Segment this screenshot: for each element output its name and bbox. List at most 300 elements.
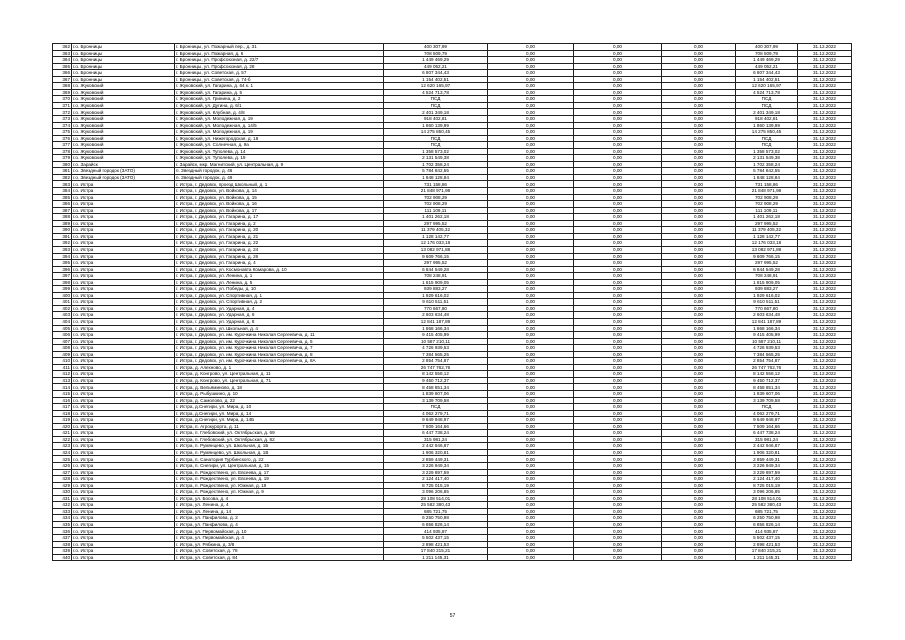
total-cell: 4 062 279,71 <box>736 410 798 417</box>
total-cell: ПСД <box>736 102 798 109</box>
date-cell: 31.12.2022 <box>798 430 852 437</box>
column6-cell: 0,00 <box>574 273 662 280</box>
row-number: 399 <box>53 286 72 293</box>
column5-cell: 0,00 <box>488 57 574 64</box>
municipality-cell: г.о. Истра <box>72 502 175 509</box>
municipality-cell: г.о. Жуковский <box>72 83 175 90</box>
column5-cell: 0,00 <box>488 142 574 149</box>
amount-cell: 11 379 405,32 <box>384 227 488 234</box>
date-cell: 31.12.2022 <box>798 181 852 188</box>
column7-cell: 0,00 <box>662 449 736 456</box>
column7-cell: 0,00 <box>662 325 736 332</box>
address-cell: г. Истра, ул. Советская, д. 84 <box>175 554 384 561</box>
column7-cell: 0,00 <box>662 548 736 555</box>
address-cell: г. Истра, г. Дедовск, ул. Спортивная, д. 2 <box>175 299 384 306</box>
date-cell: 31.12.2022 <box>798 390 852 397</box>
address-cell: г. Истра, ул. Рябкина, д. 3/8 <box>175 541 384 548</box>
column6-cell: 0,00 <box>574 541 662 548</box>
amount-cell: 2 603 634,48 <box>384 312 488 319</box>
column6-cell: 0,00 <box>574 364 662 371</box>
municipality-cell: г.о. Истра <box>72 489 175 496</box>
address-cell: г. Истра, д. Конгрово, ул. Центральная, д. 11 <box>175 371 384 378</box>
column5-cell: 0,00 <box>488 305 574 312</box>
total-cell: 1 401 262,18 <box>736 214 798 221</box>
column7-cell: 0,00 <box>662 102 736 109</box>
total-cell: 1 815 909,05 <box>736 279 798 286</box>
column7-cell: 0,00 <box>662 89 736 96</box>
municipality-cell: г.о. Бронницы <box>72 76 175 83</box>
total-cell: 3 229 897,59 <box>736 469 798 476</box>
total-cell: 1 702 358,24 <box>736 161 798 168</box>
column5-cell: 0,00 <box>488 70 574 77</box>
column7-cell: 0,00 <box>662 338 736 345</box>
municipality-cell: г.о. Истра <box>72 240 175 247</box>
column6-cell: 0,00 <box>574 207 662 214</box>
column5-cell: 0,00 <box>488 449 574 456</box>
date-cell: 31.12.2022 <box>798 364 852 371</box>
date-cell: 31.12.2022 <box>798 515 852 522</box>
column6-cell: 0,00 <box>574 76 662 83</box>
column6-cell: 0,00 <box>574 279 662 286</box>
address-cell: г. Истра, г. Дедовск, ул. Спортивная, д. 1 <box>175 292 384 299</box>
column6-cell: 0,00 <box>574 417 662 424</box>
date-cell: 31.12.2022 <box>798 109 852 116</box>
amount-cell: 3 096 206,85 <box>384 489 488 496</box>
column5-cell: 0,00 <box>488 89 574 96</box>
amount-cell: 1 154 402,51 <box>384 76 488 83</box>
column7-cell: 0,00 <box>662 122 736 129</box>
row-number: 422 <box>53 436 72 443</box>
column6-cell: 0,00 <box>574 292 662 299</box>
column5-cell: 0,00 <box>488 292 574 299</box>
column6-cell: 0,00 <box>574 535 662 542</box>
column6-cell: 0,00 <box>574 548 662 555</box>
municipality-cell: г.о. Истра <box>72 207 175 214</box>
municipality-cell: г.о. Истра <box>72 554 175 561</box>
total-cell: 9 610 511,51 <box>736 299 798 306</box>
column7-cell: 0,00 <box>662 436 736 443</box>
total-cell: 3 096 206,85 <box>736 489 798 496</box>
date-cell: 31.12.2022 <box>798 443 852 450</box>
total-cell: 315 981,24 <box>736 436 798 443</box>
total-cell: 1 848 128,84 <box>736 174 798 181</box>
amount-cell: 3 226 949,34 <box>384 463 488 470</box>
column5-cell: 0,00 <box>488 404 574 411</box>
column6-cell: 0,00 <box>574 220 662 227</box>
amount-cell: 26 747 762,76 <box>384 364 488 371</box>
column7-cell: 0,00 <box>662 174 736 181</box>
address-cell: г. Жуковский, ул. Туполева, д. 19 <box>175 155 384 162</box>
column7-cell: 0,00 <box>662 181 736 188</box>
column7-cell: 0,00 <box>662 220 736 227</box>
column7-cell: 0,00 <box>662 345 736 352</box>
total-cell: 2 898 421,53 <box>736 541 798 548</box>
row-number: 390 <box>53 227 72 234</box>
row-number: 396 <box>53 266 72 273</box>
column7-cell: 0,00 <box>662 482 736 489</box>
date-cell: 31.12.2022 <box>798 436 852 443</box>
row-number: 403 <box>53 312 72 319</box>
municipality-cell: г.о. Истра <box>72 397 175 404</box>
address-cell: п. Звездный городок, д. 49 <box>175 174 384 181</box>
municipality-cell: г.о. Истра <box>72 345 175 352</box>
column7-cell: 0,00 <box>662 332 736 339</box>
row-number: 431 <box>53 495 72 502</box>
column7-cell: 0,00 <box>662 63 736 70</box>
row-number: 407 <box>53 338 72 345</box>
municipality-cell: г.о. Истра <box>72 181 175 188</box>
municipality-cell: г.о. Истра <box>72 292 175 299</box>
column7-cell: 0,00 <box>662 456 736 463</box>
amount-cell: 8 142 558,12 <box>384 371 488 378</box>
column7-cell: 0,00 <box>662 371 736 378</box>
row-number: 415 <box>53 390 72 397</box>
column5-cell: 0,00 <box>488 528 574 535</box>
row-number: 379 <box>53 155 72 162</box>
row-number: 393 <box>53 246 72 253</box>
total-cell: 2 854 754,87 <box>736 358 798 365</box>
address-cell: г. Истра, п. Румянцево, ул. Школьная, д. 1В <box>175 449 384 456</box>
amount-cell: 12 620 165,97 <box>384 83 488 90</box>
column5-cell: 0,00 <box>488 515 574 522</box>
column5-cell: 0,00 <box>488 233 574 240</box>
column5-cell: 0,00 <box>488 116 574 123</box>
total-cell: 2 124 417,40 <box>736 476 798 483</box>
address-cell: г. Бронницы, ул. Пожарный пер., д. 31 <box>175 44 384 51</box>
total-cell: 414 935,87 <box>736 528 798 535</box>
column6-cell: 0,00 <box>574 44 662 51</box>
municipality-cell: г.о. Истра <box>72 515 175 522</box>
date-cell: 31.12.2022 <box>798 495 852 502</box>
row-number: 364 <box>53 57 72 64</box>
address-cell: г. Истра, г. Дедовск, ул. Гагарина, д. 22 <box>175 240 384 247</box>
address-cell: г. Истра, ул. Первомайская, д. 4 <box>175 535 384 542</box>
municipality-cell: г.о. Истра <box>72 423 175 430</box>
date-cell: 31.12.2022 <box>798 188 852 195</box>
municipality-cell: г.о. Истра <box>72 253 175 260</box>
column5-cell: 0,00 <box>488 548 574 555</box>
row-number: 391 <box>53 233 72 240</box>
amount-cell: 1 358 573,02 <box>384 148 488 155</box>
municipality-cell: г.о. Истра <box>72 364 175 371</box>
amount-cell: 2 854 754,87 <box>384 358 488 365</box>
total-cell: 111 109,11 <box>736 207 798 214</box>
row-number: 433 <box>53 508 72 515</box>
column7-cell: 0,00 <box>662 148 736 155</box>
column5-cell: 0,00 <box>488 253 574 260</box>
amount-cell: 12 176 033,18 <box>384 240 488 247</box>
total-cell: 12 841 187,89 <box>736 318 798 325</box>
amount-cell: 13 082 971,88 <box>384 246 488 253</box>
column6-cell: 0,00 <box>574 528 662 535</box>
column5-cell: 0,00 <box>488 358 574 365</box>
municipality-cell: г.о. Истра <box>72 528 175 535</box>
column6-cell: 0,00 <box>574 63 662 70</box>
total-cell: 7 384 565,25 <box>736 351 798 358</box>
municipality-cell: г.о. Жуковский <box>72 89 175 96</box>
address-cell: г. Истра, д.Снегири, ул. Мира, д. 14 <box>175 410 384 417</box>
column5-cell: 0,00 <box>488 299 574 306</box>
date-cell: 31.12.2022 <box>798 482 852 489</box>
municipality-cell: г.о. Истра <box>72 390 175 397</box>
date-cell: 31.12.2022 <box>798 384 852 391</box>
total-cell: 6 844 549,28 <box>736 266 798 273</box>
address-cell: г. Жуковский, ул. Дугина, д. 6/1 <box>175 102 384 109</box>
table-row <box>53 554 852 561</box>
column7-cell: 0,00 <box>662 201 736 208</box>
date-cell: 31.12.2022 <box>798 89 852 96</box>
total-cell: 12 176 033,18 <box>736 240 798 247</box>
amount-cell: ПСД <box>384 142 488 149</box>
column6-cell: 0,00 <box>574 423 662 430</box>
amount-cell: 4 062 279,71 <box>384 410 488 417</box>
address-cell: г. Истра, г. Дедовск, ул. Гагарина, д. 2 <box>175 220 384 227</box>
amount-cell: 2 898 421,53 <box>384 541 488 548</box>
date-cell: 31.12.2022 <box>798 116 852 123</box>
date-cell: 31.12.2022 <box>798 449 852 456</box>
column5-cell: 0,00 <box>488 83 574 90</box>
column6-cell: 0,00 <box>574 240 662 247</box>
municipality-cell: г.о. Истра <box>72 305 175 312</box>
column6-cell: 0,00 <box>574 495 662 502</box>
column7-cell: 0,00 <box>662 508 736 515</box>
amount-cell: 5 502 437,15 <box>384 535 488 542</box>
column5-cell: 0,00 <box>488 508 574 515</box>
municipality-cell: г.о. Бронницы <box>72 63 175 70</box>
column6-cell: 0,00 <box>574 253 662 260</box>
municipality-cell: г.о. Истра <box>72 194 175 201</box>
amount-cell: 111 109,11 <box>384 207 488 214</box>
column7-cell: 0,00 <box>662 430 736 437</box>
date-cell: 31.12.2022 <box>798 122 852 129</box>
row-number: 380 <box>53 161 72 168</box>
municipality-cell: г.о. Истра <box>72 332 175 339</box>
amount-cell: 6 447 738,24 <box>384 430 488 437</box>
date-cell: 31.12.2022 <box>798 266 852 273</box>
row-number: 417 <box>53 404 72 411</box>
municipality-cell: г.о. Истра <box>72 266 175 273</box>
address-cell: г. Жуковский, ул. Клубная, д. 4/8 <box>175 109 384 116</box>
column5-cell: 0,00 <box>488 246 574 253</box>
row-number: 410 <box>53 358 72 365</box>
column6-cell: 0,00 <box>574 476 662 483</box>
column5-cell: 0,00 <box>488 227 574 234</box>
municipality-cell: г.о. Истра <box>72 410 175 417</box>
column6-cell: 0,00 <box>574 155 662 162</box>
total-cell: 731 158,86 <box>736 181 798 188</box>
row-number: 377 <box>53 142 72 149</box>
row-number: 369 <box>53 89 72 96</box>
total-cell: 28 108 514,01 <box>736 495 798 502</box>
column7-cell: 0,00 <box>662 469 736 476</box>
column5-cell: 0,00 <box>488 332 574 339</box>
date-cell: 31.12.2022 <box>798 260 852 267</box>
total-cell: 1 868 166,34 <box>736 325 798 332</box>
column5-cell: 0,00 <box>488 50 574 57</box>
total-cell: ПСД <box>736 404 798 411</box>
address-cell: г. Жуковский, ул. Гагарина, д. 5 <box>175 89 384 96</box>
column6-cell: 0,00 <box>574 129 662 136</box>
row-number: 434 <box>53 515 72 522</box>
column7-cell: 0,00 <box>662 273 736 280</box>
municipality-cell: г.о. Истра <box>72 476 175 483</box>
municipality-cell: г.о. Истра <box>72 449 175 456</box>
row-number: 373 <box>53 116 72 123</box>
row-number: 388 <box>53 214 72 221</box>
amount-cell: 9 649 948,97 <box>384 417 488 424</box>
municipality-cell: г.о. Истра <box>72 325 175 332</box>
row-number: 370 <box>53 96 72 103</box>
municipality-cell: г.о. Жуковский <box>72 142 175 149</box>
row-number: 421 <box>53 430 72 437</box>
column7-cell: 0,00 <box>662 351 736 358</box>
total-cell: 9 415 405,99 <box>736 332 798 339</box>
amount-cell: 10 587 210,11 <box>384 338 488 345</box>
total-cell: 702 908,29 <box>736 201 798 208</box>
amount-cell: 1 128 142,77 <box>384 233 488 240</box>
column6-cell: 0,00 <box>574 83 662 90</box>
amount-cell: 918 402,81 <box>384 116 488 123</box>
column6-cell: 0,00 <box>574 89 662 96</box>
column7-cell: 0,00 <box>662 129 736 136</box>
column7-cell: 0,00 <box>662 57 736 64</box>
column5-cell: 0,00 <box>488 260 574 267</box>
column7-cell: 0,00 <box>662 410 736 417</box>
date-cell: 31.12.2022 <box>798 148 852 155</box>
total-cell: 6 856 826,14 <box>736 521 798 528</box>
address-cell: г. Бронницы, ул. Профсоюзная, д. 28 <box>175 63 384 70</box>
date-cell: 31.12.2022 <box>798 168 852 175</box>
date-cell: 31.12.2022 <box>798 286 852 293</box>
date-cell: 31.12.2022 <box>798 214 852 221</box>
column6-cell: 0,00 <box>574 358 662 365</box>
total-cell: 297 995,52 <box>736 220 798 227</box>
municipality-cell: г.о. Истра <box>72 508 175 515</box>
row-number: 432 <box>53 502 72 509</box>
municipality-cell: г.о. Истра <box>72 279 175 286</box>
amount-cell: 28 108 514,01 <box>384 495 488 502</box>
row-number: 363 <box>53 50 72 57</box>
total-cell: 4 524 713,78 <box>736 89 798 96</box>
address-cell: г. Истра, г. Дедовск, ул. Гагарина, д. 4 <box>175 260 384 267</box>
date-cell: 31.12.2022 <box>798 233 852 240</box>
total-cell: 26 747 762,76 <box>736 364 798 371</box>
date-cell: 31.12.2022 <box>798 528 852 535</box>
address-cell: г. Истра, п. Глебовский, ул. Октябрьская, д. 69 <box>175 430 384 437</box>
row-number: 424 <box>53 449 72 456</box>
address-cell: г. Истра, г. Дедовск, ул. Ленина, д. 5 <box>175 279 384 286</box>
address-cell: г. Истра, г. Дедовск, ул. им. Курочкина Николая Сергеевича, д. 8А <box>175 358 384 365</box>
row-number: 371 <box>53 102 72 109</box>
address-cell: г. Истра, г. Дедовск, ул. Космонавта Комарова, д. 10 <box>175 266 384 273</box>
column5-cell: 0,00 <box>488 96 574 103</box>
row-number: 429 <box>53 482 72 489</box>
address-cell: г. Истра, г. Дедовск, ул. им. Курочкина Николая Сергеевича, д. 11 <box>175 332 384 339</box>
column7-cell: 0,00 <box>662 260 736 267</box>
municipality-cell: г.о. Истра <box>72 443 175 450</box>
row-number: 397 <box>53 273 72 280</box>
column7-cell: 0,00 <box>662 377 736 384</box>
column5-cell: 0,00 <box>488 397 574 404</box>
column6-cell: 0,00 <box>574 96 662 103</box>
column6-cell: 0,00 <box>574 142 662 149</box>
column6-cell: 0,00 <box>574 260 662 267</box>
date-cell: 31.12.2022 <box>798 246 852 253</box>
column5-cell: 0,00 <box>488 535 574 542</box>
total-cell: 3 226 949,34 <box>736 463 798 470</box>
date-cell: 31.12.2022 <box>798 377 852 384</box>
column6-cell: 0,00 <box>574 246 662 253</box>
column7-cell: 0,00 <box>662 417 736 424</box>
address-cell: г. Истра, г. Дедовск, проезд Школьный, д. 1 <box>175 181 384 188</box>
address-cell: г. Жуковский, ул. Туполева, д. 14 <box>175 148 384 155</box>
date-cell: 31.12.2022 <box>798 220 852 227</box>
address-cell: г. Истра, д. Алехново, д. 1 <box>175 364 384 371</box>
column6-cell: 0,00 <box>574 502 662 509</box>
total-cell: 2 603 634,48 <box>736 312 798 319</box>
total-cell: 12 620 165,97 <box>736 83 798 90</box>
row-number: 428 <box>53 476 72 483</box>
amount-cell: 4 524 713,78 <box>384 89 488 96</box>
total-cell: 1 839 607,06 <box>736 390 798 397</box>
column7-cell: 0,00 <box>662 207 736 214</box>
total-cell: 702 908,29 <box>736 194 798 201</box>
column6-cell: 0,00 <box>574 384 662 391</box>
column5-cell: 0,00 <box>488 266 574 273</box>
date-cell: 31.12.2022 <box>798 201 852 208</box>
total-cell: 14 275 850,45 <box>736 129 798 136</box>
column6-cell: 0,00 <box>574 345 662 352</box>
amount-cell: 731 158,86 <box>384 181 488 188</box>
column5-cell: 0,00 <box>488 240 574 247</box>
address-cell: г. Истра, г. Дедовск, ул. Школьная, д. 4 <box>175 325 384 332</box>
column5-cell: 0,00 <box>488 102 574 109</box>
column7-cell: 0,00 <box>662 495 736 502</box>
column5-cell: 0,00 <box>488 109 574 116</box>
date-cell: 31.12.2022 <box>798 358 852 365</box>
amount-cell: 1 211 145,31 <box>384 554 488 561</box>
total-cell: 13 082 971,88 <box>736 246 798 253</box>
row-number: 438 <box>53 541 72 548</box>
address-cell: г. Истра, ул. Первомайская, д. 10 <box>175 528 384 535</box>
municipality-cell: г.о. Истра <box>72 233 175 240</box>
address-cell: г. Истра, г. Дедовск, ул. Ударная, д. 4 <box>175 305 384 312</box>
row-number: 435 <box>53 521 72 528</box>
row-number: 378 <box>53 148 72 155</box>
row-number: 419 <box>53 417 72 424</box>
amount-cell: ПСД <box>384 135 488 142</box>
row-number: 423 <box>53 443 72 450</box>
column5-cell: 0,00 <box>488 489 574 496</box>
column5-cell: 0,00 <box>488 273 574 280</box>
total-cell: 708 248,91 <box>736 273 798 280</box>
column6-cell: 0,00 <box>574 57 662 64</box>
municipality-cell: г.о. Жуковский <box>72 96 175 103</box>
address-cell: г. Истра, п. Снегири, ул. Центральная, д. 15 <box>175 463 384 470</box>
total-cell: 9 609 766,15 <box>736 253 798 260</box>
amount-cell: 400 307,99 <box>384 44 488 51</box>
column7-cell: 0,00 <box>662 161 736 168</box>
column7-cell: 0,00 <box>662 142 736 149</box>
date-cell: 31.12.2022 <box>798 404 852 411</box>
municipality-cell: г.о. Истра <box>72 430 175 437</box>
column5-cell: 0,00 <box>488 476 574 483</box>
municipality-cell: г.о. Жуковский <box>72 148 175 155</box>
total-cell: ПСД <box>736 135 798 142</box>
column6-cell: 0,00 <box>574 214 662 221</box>
date-cell: 31.12.2022 <box>798 253 852 260</box>
column7-cell: 0,00 <box>662 384 736 391</box>
